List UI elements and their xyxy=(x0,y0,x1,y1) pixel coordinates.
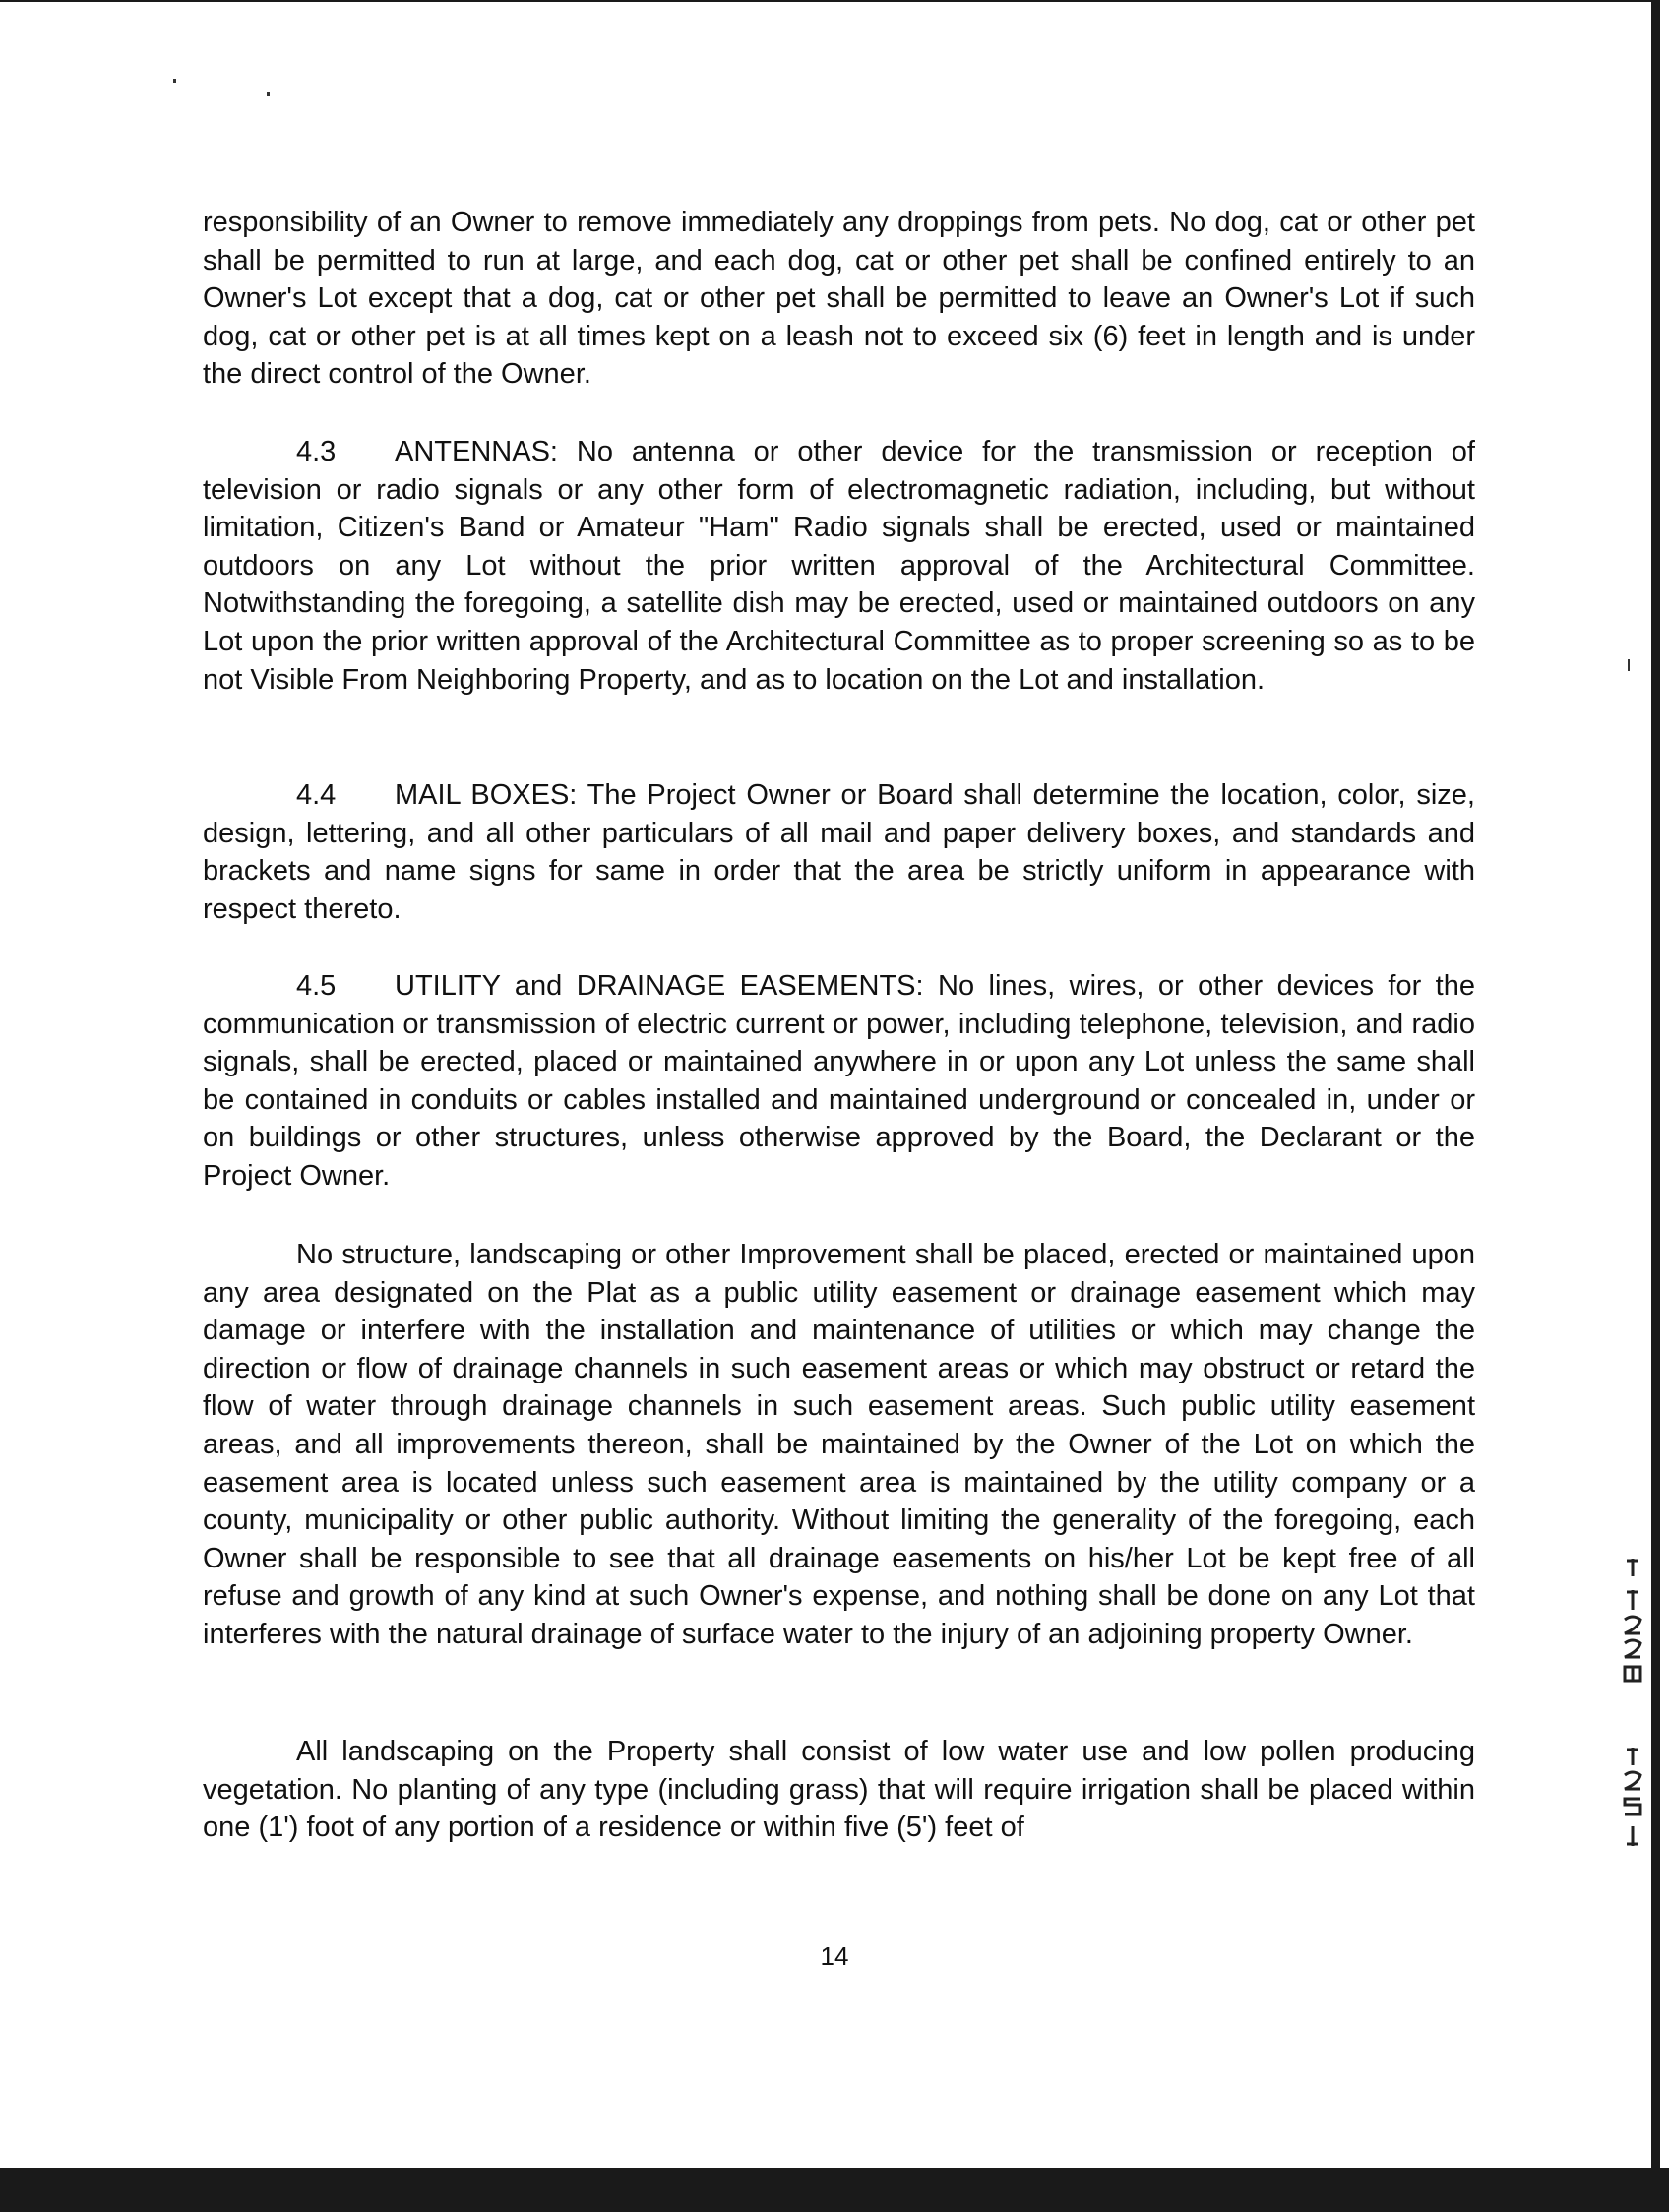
paragraph-no-structure xyxy=(203,1236,1475,1654)
scan-speck xyxy=(173,79,176,83)
margin-recording-stamp xyxy=(1617,1555,1648,1850)
section-4-4-mail-boxes xyxy=(203,776,1475,928)
paragraph-pets-continued xyxy=(203,204,1475,394)
section-4-5-utility-drainage xyxy=(203,967,1475,1196)
page-number: 14 xyxy=(820,1941,849,1971)
paragraph-text: UTILITY and DRAINAGE EASEMENTS: No lines, wires, or other devices for the communication or transmission of electric current or power, including telephone, television, and radio signals, shall be erected, placed or maintained anywhere in or upon any Lot unless the same shall be contained in conduits or cables installed and maintained underground or concealed in, under or on buildings or other structures, unless otherwise approved by the Board, the Declarant or the Project Owner. xyxy=(203,970,1475,1192)
paragraph-landscaping xyxy=(203,1733,1475,1847)
scan-speck xyxy=(267,92,270,96)
paragraph-text: MAIL BOXES: The Project Owner or Board shall determine the location, color, size, design, lettering, and all other particulars of all mail and paper delivery boxes, and standards and brackets and name signs for same in order that the area be strictly uniform in appearance with respect thereto. xyxy=(203,779,1475,925)
section-4-3-antennas xyxy=(203,433,1475,699)
scan-speck xyxy=(1628,659,1630,671)
paragraph-text: No structure, landscaping or other Improvement shall be placed, erected or maintained upon any area designated on the Plat as a public utility easement or drainage easement which may damage or interfere with the installation and maintenance of utilities or which may change the direction or flow of drainage channels in such easement areas or which may obstruct or retard the flow of water through drainage channels in such easement areas. Such public utility easement areas, and all improvements thereon, shall be maintained by the Owner of the Lot on which the easement area is located unless such easement area is maintained by the utility company or a county, municipality or other public authority. Without limiting the generality of the foregoing, each Owner shall be responsible to see that all drainage easements on his/her Lot be kept free of all refuse and growth of any kind at such Owner's expense, and nothing shall be done on any Lot that interferes with the natural drainage of surface water to the injury of an adjoining property Owner. xyxy=(203,1239,1475,1650)
paragraph-text: All landscaping on the Property shall consist of low water use and low pollen producing vegetation. No planting of any type (including grass) that will require irrigation shall be placed within one (1') foot of any portion of a residence or within five (5') feet of xyxy=(203,1736,1475,1844)
section-number: 4.4 xyxy=(296,779,337,811)
scan-bottom-band xyxy=(0,2168,1669,2212)
section-number: 4.5 xyxy=(296,970,337,1002)
section-number: 4.3 xyxy=(296,436,337,467)
paragraph-text: ANTENNAS: No antenna or other device for the transmission or reception of television or radio signals or any other form of electromagnetic radiation, including, but without limitation, Citizen's Band or Amateur "Ham" Radio signals shall be erected, used or maintained outdoors on any Lot without the prior written approval of the Architectural Committee. Notwithstanding the foregoing, a satellite dish may be erected, used or maintained outdoors on any Lot upon the prior written approval of the Architectural Committee as to proper screening so as to be not Visible From Neighboring Property, and as to location on the Lot and installation. xyxy=(203,436,1475,696)
paragraph-text: responsibility of an Owner to remove immediately any droppings from pets. No dog, cat or other pet shall be permitted to run at large, and each dog, cat or other pet shall be confined entirely to an Owner's Lot except that a dog, cat or other pet shall be permitted to leave an Owner's Lot if such dog, cat or other pet is at all times kept on a leash not to exceed six (6) feet in length and is under the direct control of the Owner. xyxy=(203,207,1475,391)
